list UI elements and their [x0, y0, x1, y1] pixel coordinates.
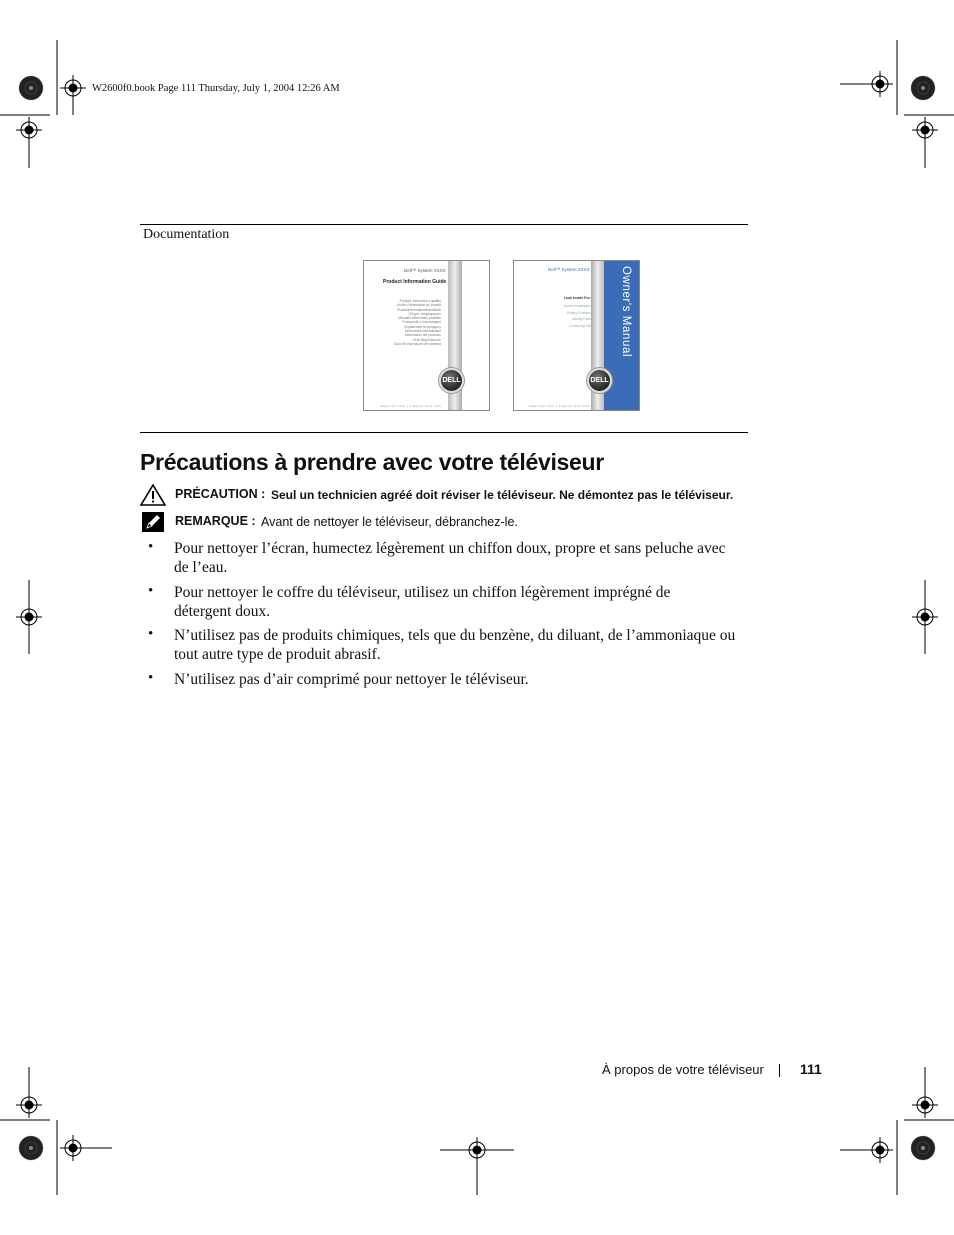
caution-lead: PRÉCAUTION :: [175, 487, 266, 501]
thumbnail-url: www.dell.com | support.dell.com: [380, 404, 442, 408]
section-label: Documentation: [143, 227, 230, 242]
bullet-marker: •: [148, 626, 154, 642]
manual-spine-title: Owner's Manual: [620, 266, 632, 358]
section-top-rule: [140, 224, 748, 225]
thumbnail-brand-line: Dell™ System XXXX: [404, 268, 446, 273]
thumbnail-brand-line: Dell™ System XXXX: [548, 267, 590, 272]
feature-line: System Installation: [563, 304, 591, 308]
bullet-marker: •: [148, 539, 154, 555]
bullet-marker: •: [148, 670, 154, 686]
note-text: Avant de nettoyer le téléviseur, débranchez-le.: [261, 515, 518, 529]
feature-line: Setting Features: [566, 310, 591, 315]
language-line: Ürün Bilgi Kılavuzu: [413, 337, 441, 342]
product-information-guide-thumbnail: [363, 260, 490, 411]
caution-text: Seul un technicien agréé doit réviser le téléviseur. Ne démontez pas le téléviseur.: [271, 488, 734, 502]
language-line: Sprievodca informáciami: [404, 329, 441, 334]
footer-section-title: À propos de votre téléviseur: [602, 1062, 764, 1077]
language-line: Produktinformationshandbuch: [397, 307, 441, 312]
footer-separator: [779, 1064, 780, 1077]
print-slug: W2600f0.book Page 111 Thursday, July 1, 2004 12:26 AM: [92, 83, 340, 94]
dell-logo-icon: DELL: [439, 368, 464, 393]
list-item: N’utilisez pas d’air comprimé pour nettoyer le téléviseur.: [174, 671, 529, 688]
language-line: Οδηγός πληροφοριών: [408, 311, 441, 316]
page-number: 111: [800, 1061, 822, 1077]
feature-line: Adding Parts: [572, 317, 591, 321]
pencil-note-icon: [142, 512, 164, 535]
page-title: Précautions à prendre avec votre téléviseur: [140, 449, 604, 475]
list-item: Pour nettoyer le coffre du téléviseur, utilisez un chiffon légèrement imprégné de détergent doux.: [174, 584, 671, 620]
thumbnail-feature-lines: [514, 303, 591, 329]
thumbnail-language-lines: [364, 299, 441, 346]
language-line: Información del producto: [404, 333, 441, 338]
thumbnail-lines-title: Look Inside For:: [563, 296, 591, 300]
thumbnail-url: www.dell.com | support.dell.com: [529, 404, 591, 408]
language-line: Podręcznik z informacjami: [402, 320, 441, 325]
language-line: Produkt- informace a grafiku: [399, 299, 441, 303]
language-line: Manuale informativo prodotto: [398, 316, 441, 321]
note-lead: REMARQUE :: [175, 514, 256, 528]
feature-line: Contacting Dell: [568, 323, 591, 328]
bullet-marker: •: [148, 583, 154, 599]
warning-triangle-icon: [140, 484, 166, 509]
section-bottom-rule: [140, 432, 748, 433]
language-line: Справочник по продукту: [403, 324, 441, 329]
list-item: N’utilisez pas de produits chimiques, tels que du benzène, du diluant, de l’ammoniaque ou tout autre type de produit abrasif.: [174, 627, 736, 663]
list-item: Pour nettoyer l’écran, humectez légèrement un chiffon doux, propre et sans peluche avec de l’eau.: [174, 540, 726, 576]
language-line: Guide d'information du produit: [396, 303, 441, 308]
language-line: Guía de información del sistema: [393, 341, 441, 346]
dell-logo-icon: DELL: [587, 368, 612, 393]
owners-manual-thumbnail: [513, 260, 640, 411]
thumbnail-title: Product Information Guide: [383, 279, 447, 285]
